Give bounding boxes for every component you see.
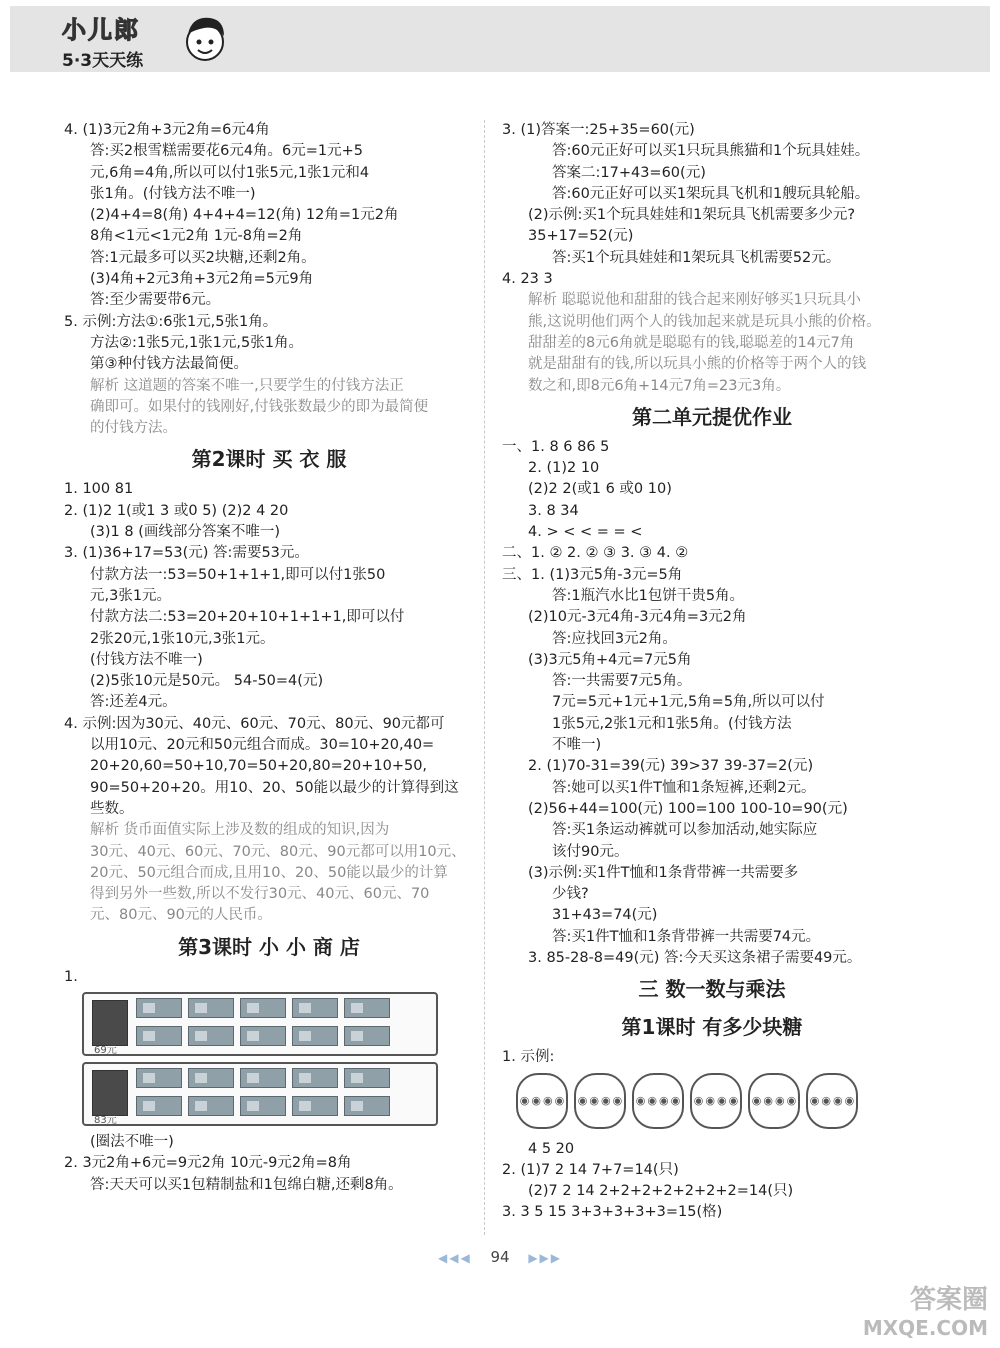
question-label: 1. [64, 968, 78, 985]
answer-line: 90=50+20+20。用10、20、50能以最少的计算得到这 [90, 779, 459, 796]
answer-line: 5. 示例:方法①:6张1元,5张1角。 [64, 313, 278, 330]
banknote-icon [136, 1068, 182, 1088]
answer-line: 8角<1元<1元2角 1元-8角=2角 [90, 228, 303, 245]
answer-line: 4. 示例:因为30元、40元、60元、70元、80元、90元都可 [64, 715, 445, 732]
candy-icon: ◉ [670, 1093, 681, 1107]
answer-line: 3. 85-28-8=49(元) 答:今天买这条裙子需要49元。 [528, 949, 862, 966]
page-footer [0, 1248, 1000, 1266]
answer-line: 答:买1件T恤和1条背带裤一共需要74元。 [552, 928, 821, 945]
answer-line: 1张5元,2张1元和1张5角。(付钱方法 [552, 715, 792, 732]
answer-line: 3. (1)36+17=53(元) 答:需要53元。 [64, 545, 309, 562]
answer-line: (2)7 2 14 2+2+2+2+2+2+2=14(只) [528, 1183, 794, 1200]
next-arrows-icon: ▶▶▶ [528, 1251, 563, 1265]
question-label: 1. 示例: [502, 1049, 555, 1066]
answer-line: 1. 100 81 [64, 481, 134, 498]
candy-icon: ◉ [844, 1093, 855, 1107]
answer-line: 以用10元、20元和50元组合而成。30=10+20,40= [90, 737, 435, 754]
unit-title: 三 数一数与乘法 [638, 977, 786, 1002]
answer-line: 该付90元。 [552, 843, 629, 860]
candy-icon: ◉ [577, 1093, 588, 1107]
answer-line: 些数。 [90, 800, 134, 817]
answer-line: 付款方法二:53=20+20+10+1+1+1,即可以付 [90, 609, 405, 626]
answer-line: 答:一共需要7元5角。 [552, 673, 692, 690]
answer-line: (3)1 8 (画线部分答案不唯一) [90, 524, 281, 541]
answer-line: 答:她可以买1件T恤和1条短裤,还剩2元。 [552, 779, 816, 796]
answer-line: 付款方法一:53=50+1+1+1,即可以付1张50 [90, 566, 386, 583]
left-column [64, 120, 474, 1196]
site-watermark [863, 1286, 988, 1342]
answer-line: 3. 8 34 [528, 502, 579, 519]
answer-line: 答:60元正好可以买1架玩具飞机和1艘玩具轮船。 [552, 185, 870, 202]
candy-icon: ◉ [647, 1093, 657, 1107]
answer-line: 4. 23 3 [502, 271, 553, 288]
banknote-icon [188, 998, 234, 1018]
candy-icon: ◉ [693, 1093, 704, 1107]
banknote-icon [292, 1026, 338, 1046]
banknote-icon [344, 998, 390, 1018]
answer-line: 张1角。(付钱方法不唯一) [90, 185, 256, 202]
candy-icon: ◉ [763, 1093, 773, 1107]
banknote-icon [188, 1096, 234, 1116]
column-divider [484, 120, 485, 1235]
answer-line: (2)56+44=100(元) 100=100 100-10=90(元) [528, 800, 848, 817]
candy-icon: ◉ [589, 1093, 599, 1107]
answer-line: 2. (1)70-31=39(元) 39>37 39-37=2(元) [528, 758, 814, 775]
answer-line: 答:1元最多可以买2块糖,还剩2角。 [90, 249, 316, 266]
answer-line: 答案二:17+43=60(元) [552, 164, 706, 181]
banknote-icon [292, 1068, 338, 1088]
banknote-icon [188, 1026, 234, 1046]
candy-icon: ◉ [728, 1093, 739, 1107]
candy-group [516, 1073, 568, 1129]
brand-logo [62, 10, 232, 72]
answer-line: 元,6角=4角,所以可以付1张5元,1张1元和4 [90, 164, 370, 181]
answer-line: (3)3元5角+4元=7元5角 [528, 651, 692, 668]
candy-icon: ◉ [612, 1093, 623, 1107]
section-title: 第2课时 买 衣 服 [191, 447, 347, 472]
answer-line: (2)10元-3元4角-3元4角=3元2角 [528, 609, 747, 626]
answer-line: 2. 3元2角+6元=9元2角 10元-9元2角=8角 [64, 1155, 352, 1172]
analysis-line: 解析 货币面值实际上涉及数的组成的知识,因为 [90, 822, 390, 839]
banknote-icon [240, 1026, 286, 1046]
banknote-icon [240, 1096, 286, 1116]
candy-icon: ◉ [809, 1093, 820, 1107]
candy-group [806, 1073, 858, 1129]
answer-line: 不唯一) [552, 737, 602, 754]
banknote-icon [136, 998, 182, 1018]
banknote-icon [240, 1068, 286, 1088]
analysis-line: 的付钱方法。 [90, 420, 177, 437]
candy-icon: ◉ [775, 1093, 785, 1107]
answer-line: 少钱? [552, 886, 589, 903]
page-number: 94 [490, 1248, 510, 1266]
answer-line: 答:还差4元。 [90, 694, 177, 711]
candy-icon: ◉ [635, 1093, 646, 1107]
candy-icon: ◉ [519, 1093, 530, 1107]
banknote-icon [292, 1096, 338, 1116]
banknote-grid [136, 1068, 428, 1120]
watermark-url: MXQE.COM [862, 1316, 988, 1340]
brand-series: 5·3天天练 [62, 51, 144, 71]
brand-title: 小儿郎 [62, 16, 140, 44]
candy-icon: ◉ [554, 1093, 565, 1107]
candy-icon: ◉ [531, 1093, 541, 1107]
candy-icon: ◉ [751, 1093, 762, 1107]
answer-line: 三、1. (1)3元5角-3元=5角 [502, 566, 683, 583]
answer-line: (2)2 2(或1 6 或0 10) [528, 481, 672, 498]
answer-line: 3. 3 5 15 3+3+3+3+3=15(格) [502, 1204, 723, 1221]
analysis-line: 解析 聪聪说他和甜甜的钱合起来刚好够买1只玩具小 [528, 292, 861, 309]
candy-icon: ◉ [659, 1093, 669, 1107]
candy-icon: ◉ [601, 1093, 611, 1107]
analysis-line: 熊,这说明他们两个人的钱加起来就是玩具小熊的价格。 [528, 313, 881, 330]
prev-arrows-icon: ◀◀◀ [437, 1251, 472, 1265]
answer-line: 4. > < < = = < [528, 524, 643, 541]
banknote-icon [344, 1068, 390, 1088]
answer-line: 答:应找回3元2角。 [552, 630, 677, 647]
analysis-line: 解析 这道题的答案不唯一,只要学生的付钱方法正 [90, 377, 404, 394]
analysis-line: 就是甜甜有的钱,所以玩具小熊的价格等于两个人的钱 [528, 356, 867, 373]
candy-group [748, 1073, 800, 1129]
answer-line: (2)4+4=8(角) 4+4+4=12(角) 12角=1元2角 [90, 207, 399, 224]
section-title: 第1课时 有多少块糖 [621, 1015, 803, 1040]
answer-line: 方法②:1张5元,1张1元,5张1角。 [90, 334, 303, 351]
answer-line: 2张20元,1张10元,3张1元。 [90, 630, 275, 647]
price-label: 69元 [94, 1044, 117, 1056]
candy-icon: ◉ [543, 1093, 553, 1107]
answer-line: 2. (1)2 1(或1 3 或0 5) (2)2 4 20 [64, 502, 289, 519]
banknote-icon [136, 1096, 182, 1116]
banknote-icon [136, 1026, 182, 1046]
answer-line: 答:至少需要带6元。 [90, 292, 221, 309]
watermark-title: 答案圈 [909, 1285, 988, 1315]
answer-line: 答:60元正好可以买1只玩具熊猫和1个玩具娃娃。 [552, 143, 870, 160]
answer-line: 4. (1)3元2角+3元2角=6元4角 [64, 122, 270, 138]
answer-line: 答:买1个玩具娃娃和1架玩具飞机需要52元。 [552, 249, 841, 266]
candy-icon: ◉ [821, 1093, 831, 1107]
candy-groups-figure [516, 1073, 922, 1137]
analysis-line: 元、80元、90元的人民币。 [90, 907, 272, 924]
right-column [502, 120, 922, 1224]
section-title: 第3课时 小 小 商 店 [178, 934, 360, 959]
answer-line: 2. (1)2 10 [528, 460, 600, 477]
answer-line: 答:买1条运动裤就可以参加活动,她实际应 [552, 822, 818, 839]
analysis-line: 甜甜差的8元6角就是聪聪有的钱,聪聪差的14元7角 [528, 334, 855, 351]
analysis-line: 20元、50元组合而成,且用10、20、50能以最少的计算 [90, 864, 448, 881]
banknote-grid [136, 998, 428, 1050]
answer-line: (2)示例:买1个玩具娃娃和1架玩具飞机需要多少元? [528, 207, 856, 224]
answer-line: 元,3张1元。 [90, 587, 172, 604]
section-title: 第二单元提优作业 [632, 404, 792, 429]
banknote-icon [188, 1068, 234, 1088]
answer-line: (圈法不唯一) [90, 1133, 174, 1150]
answer-line: 4 5 20 [528, 1140, 575, 1157]
answer-line: 答:1瓶汽水比1包饼干贵5角。 [552, 587, 745, 604]
analysis-line: 数之和,即8元6角+14元7角=23元3角。 [528, 377, 791, 394]
banknote-icon [240, 998, 286, 1018]
candy-group [574, 1073, 626, 1129]
candy-icon: ◉ [833, 1093, 843, 1107]
answer-line: 答:买2根雪糕需要花6元4角。6元=1元+5 [90, 143, 364, 160]
answer-line: (3)4角+2元3角+3元2角=5元9角 [90, 271, 314, 288]
answer-line: 答:天天可以买1包精制盐和1包绵白糖,还剩8角。 [90, 1176, 403, 1193]
answer-line: 31+43=74(元) [552, 907, 658, 924]
money-circle-figure-1 [82, 992, 438, 1056]
answer-line: 二、1. ② 2. ② ③ 3. ③ 4. ② [502, 545, 689, 562]
analysis-line: 30元、40元、60元、70元、80元、90元都可以用10元、 [90, 843, 466, 860]
answer-line: 35+17=52(元) [528, 228, 634, 245]
candy-icon: ◉ [717, 1093, 727, 1107]
answer-line: (3)示例:买1件T恤和1条背带裤一共需要多 [528, 864, 799, 881]
money-circle-figure-2 [82, 1062, 438, 1126]
answer-line: 一、1. 8 6 86 5 [502, 438, 610, 455]
candy-icon: ◉ [786, 1093, 797, 1107]
answer-line: 2. (1)7 2 14 7+7=14(只) [502, 1161, 679, 1178]
answer-line: (付钱方法不唯一) [90, 651, 203, 668]
answer-line: (2)5张10元是50元。 54-50=4(元) [90, 673, 324, 690]
banknote-icon [344, 1096, 390, 1116]
answer-line: 第③种付钱方法最简便。 [90, 356, 248, 373]
answer-line: 3. (1)答案一:25+35=60(元) [502, 122, 695, 138]
candy-icon: ◉ [705, 1093, 715, 1107]
price-label: 83元 [94, 1114, 117, 1126]
answer-line: 7元=5元+1元+1元,5角=5角,所以可以付 [552, 694, 825, 711]
analysis-line: 得到另外一些数,所以不发行30元、40元、60元、70 [90, 886, 430, 903]
banknote-icon [344, 1026, 390, 1046]
banknote-icon [292, 998, 338, 1018]
candy-group [632, 1073, 684, 1129]
answer-line: 20+20,60=50+10,70=50+20,80=20+10+50, [90, 758, 428, 775]
mascot-face-icon [180, 12, 230, 68]
candy-group [690, 1073, 742, 1129]
analysis-line: 确即可。如果付的钱刚好,付钱张数最少的即为最简便 [90, 398, 429, 415]
